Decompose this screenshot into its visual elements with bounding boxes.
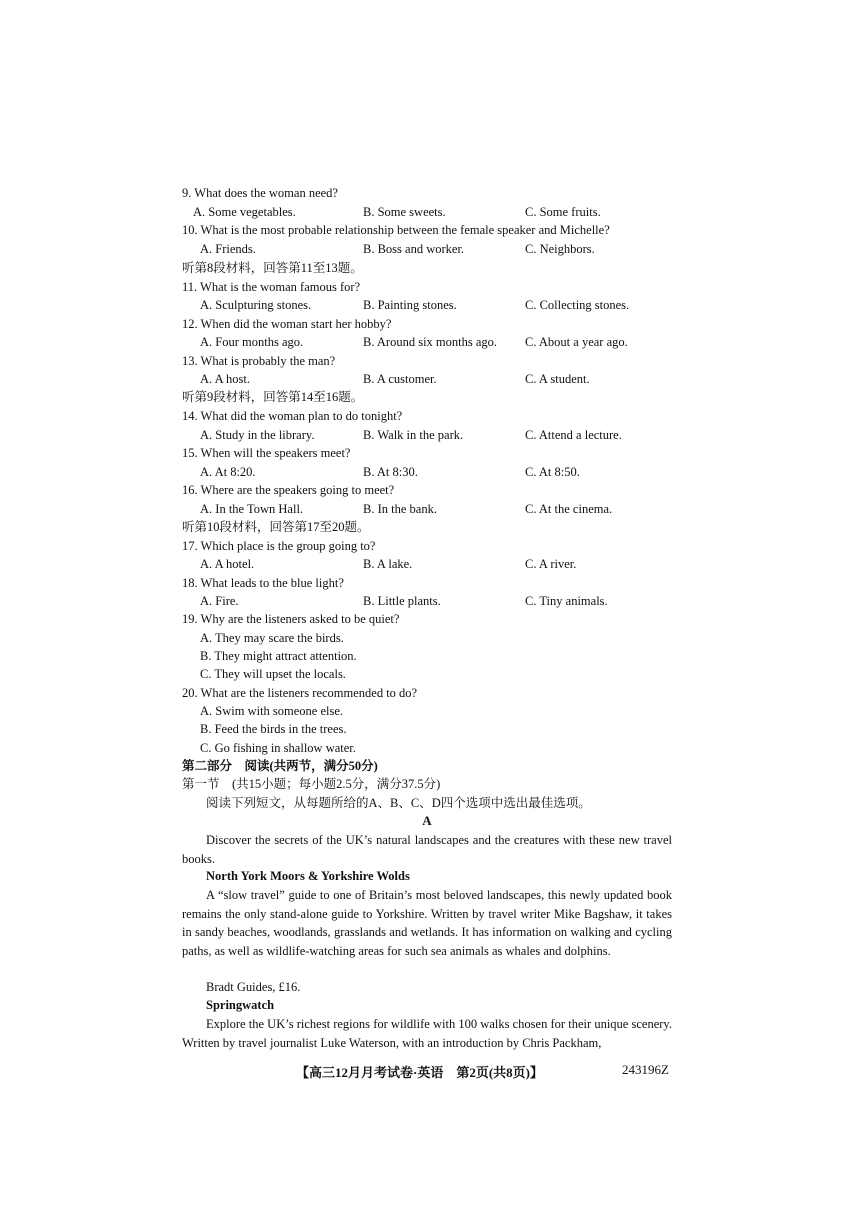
option-16a: A. In the Town Hall.	[200, 502, 304, 516]
book-1-title: North York Moors & Yorkshire Wolds	[206, 869, 410, 883]
option-9b: B. Some sweets.	[363, 205, 446, 219]
book-1-text: A “slow travel” guide to one of Britain’s most beloved landscapes, this newly updated book remains the only stand-alone guide to Yorkshire. Written by travel writer Mike Bagshaw, it takes in sandy beaches, woodlands, grasslands and wetlands. It has information on walking and cycling paths, as well as wildlife-watching areas for such sea animals as whales and dolphins.	[182, 888, 672, 958]
option-9a: A. Some vegetables.	[193, 205, 296, 219]
section-1-title: 第一节 (共15小题；每小题2.5分，满分37.5分)	[182, 777, 441, 791]
option-16b: B. In the bank.	[363, 502, 437, 516]
section-10-instruction: 听第10段材料，回答第17至20题。	[182, 520, 370, 534]
reading-instruction: 阅读下列短文，从每题所给的A、B、C、D四个选项中选出最佳选项。	[206, 796, 591, 810]
option-11a: A. Sculpturing stones.	[200, 298, 312, 312]
book-1-price: Bradt Guides, £16.	[206, 980, 301, 994]
option-20a: A. Swim with someone else.	[200, 704, 344, 718]
option-18c: C. Tiny animals.	[525, 594, 608, 608]
page-code: 243196Z	[622, 1062, 669, 1077]
option-18a: A. Fire.	[200, 594, 239, 608]
passage-letter: A	[422, 813, 432, 828]
option-15c: C. At 8:50.	[525, 465, 580, 479]
part-2-title: 第二部分 阅读(共两节，满分50分)	[182, 759, 378, 773]
option-17a: A. A hotel.	[200, 557, 255, 571]
question-11: 11. What is the woman famous for?	[182, 280, 361, 294]
option-14b: B. Walk in the park.	[363, 428, 464, 442]
option-15a: A. At 8:20.	[200, 465, 256, 479]
option-19a: A. They may scare the birds.	[200, 631, 344, 645]
option-9c: C. Some fruits.	[525, 205, 601, 219]
option-15b: B. At 8:30.	[363, 465, 418, 479]
option-20c: C. Go fishing in shallow water.	[200, 741, 356, 755]
option-10b: B. Boss and worker.	[363, 242, 465, 256]
option-18b: B. Little plants.	[363, 594, 441, 608]
option-12b: B. Around six months ago.	[363, 335, 498, 349]
question-15: 15. When will the speakers meet?	[182, 446, 351, 460]
option-10a: A. Friends.	[200, 242, 256, 256]
book-2-text: Explore the UK’s richest regions for wildlife with 100 walks chosen for their unique scenery. Written by travel journalist Luke Waterson, with an introduction by Chris Packham,	[182, 1017, 672, 1050]
option-14c: C. Attend a lecture.	[525, 428, 622, 442]
option-19c: C. They will upset the locals.	[200, 667, 346, 681]
option-16c: C. At the cinema.	[525, 502, 613, 516]
option-19b: B. They might attract attention.	[200, 649, 357, 663]
question-19: 19. Why are the listeners asked to be quiet?	[182, 612, 400, 626]
option-14a: A. Study in the library.	[200, 428, 315, 442]
option-13a: A. A host.	[200, 372, 251, 386]
section-9-instruction: 听第9段材料，回答第14至16题。	[182, 390, 364, 404]
question-18: 18. What leads to the blue light?	[182, 576, 344, 590]
passage-intro: Discover the secrets of the UK’s natural landscapes and the creatures with these new travel books.	[182, 833, 672, 866]
option-12c: C. About a year ago.	[525, 335, 628, 349]
question-12: 12. When did the woman start her hobby?	[182, 317, 392, 331]
question-10: 10. What is the most probable relationship between the female speaker and Michelle?	[182, 223, 610, 237]
option-12a: A. Four months ago.	[200, 335, 304, 349]
question-14: 14. What did the woman plan to do tonight?	[182, 409, 403, 423]
option-10c: C. Neighbors.	[525, 242, 595, 256]
option-17b: B. A lake.	[363, 557, 413, 571]
section-8-instruction: 听第8段材料，回答第11至13题。	[182, 261, 363, 275]
option-17c: C. A river.	[525, 557, 577, 571]
question-9: 9. What does the woman need?	[182, 186, 338, 200]
option-11b: B. Painting stones.	[363, 298, 457, 312]
question-20: 20. What are the listeners recommended to do?	[182, 686, 418, 700]
page-footer-label: 【高三12月月考试卷·英语 第2页(共8页)】	[296, 1065, 543, 1080]
book-2-title: Springwatch	[206, 998, 275, 1012]
question-16: 16. Where are the speakers going to meet?	[182, 483, 395, 497]
question-13: 13. What is probably the man?	[182, 354, 336, 368]
option-20b: B. Feed the birds in the trees.	[200, 722, 347, 736]
option-13c: C. A student.	[525, 372, 590, 386]
option-11c: C. Collecting stones.	[525, 298, 630, 312]
question-17: 17. Which place is the group going to?	[182, 539, 376, 553]
option-13b: B. A customer.	[363, 372, 437, 386]
